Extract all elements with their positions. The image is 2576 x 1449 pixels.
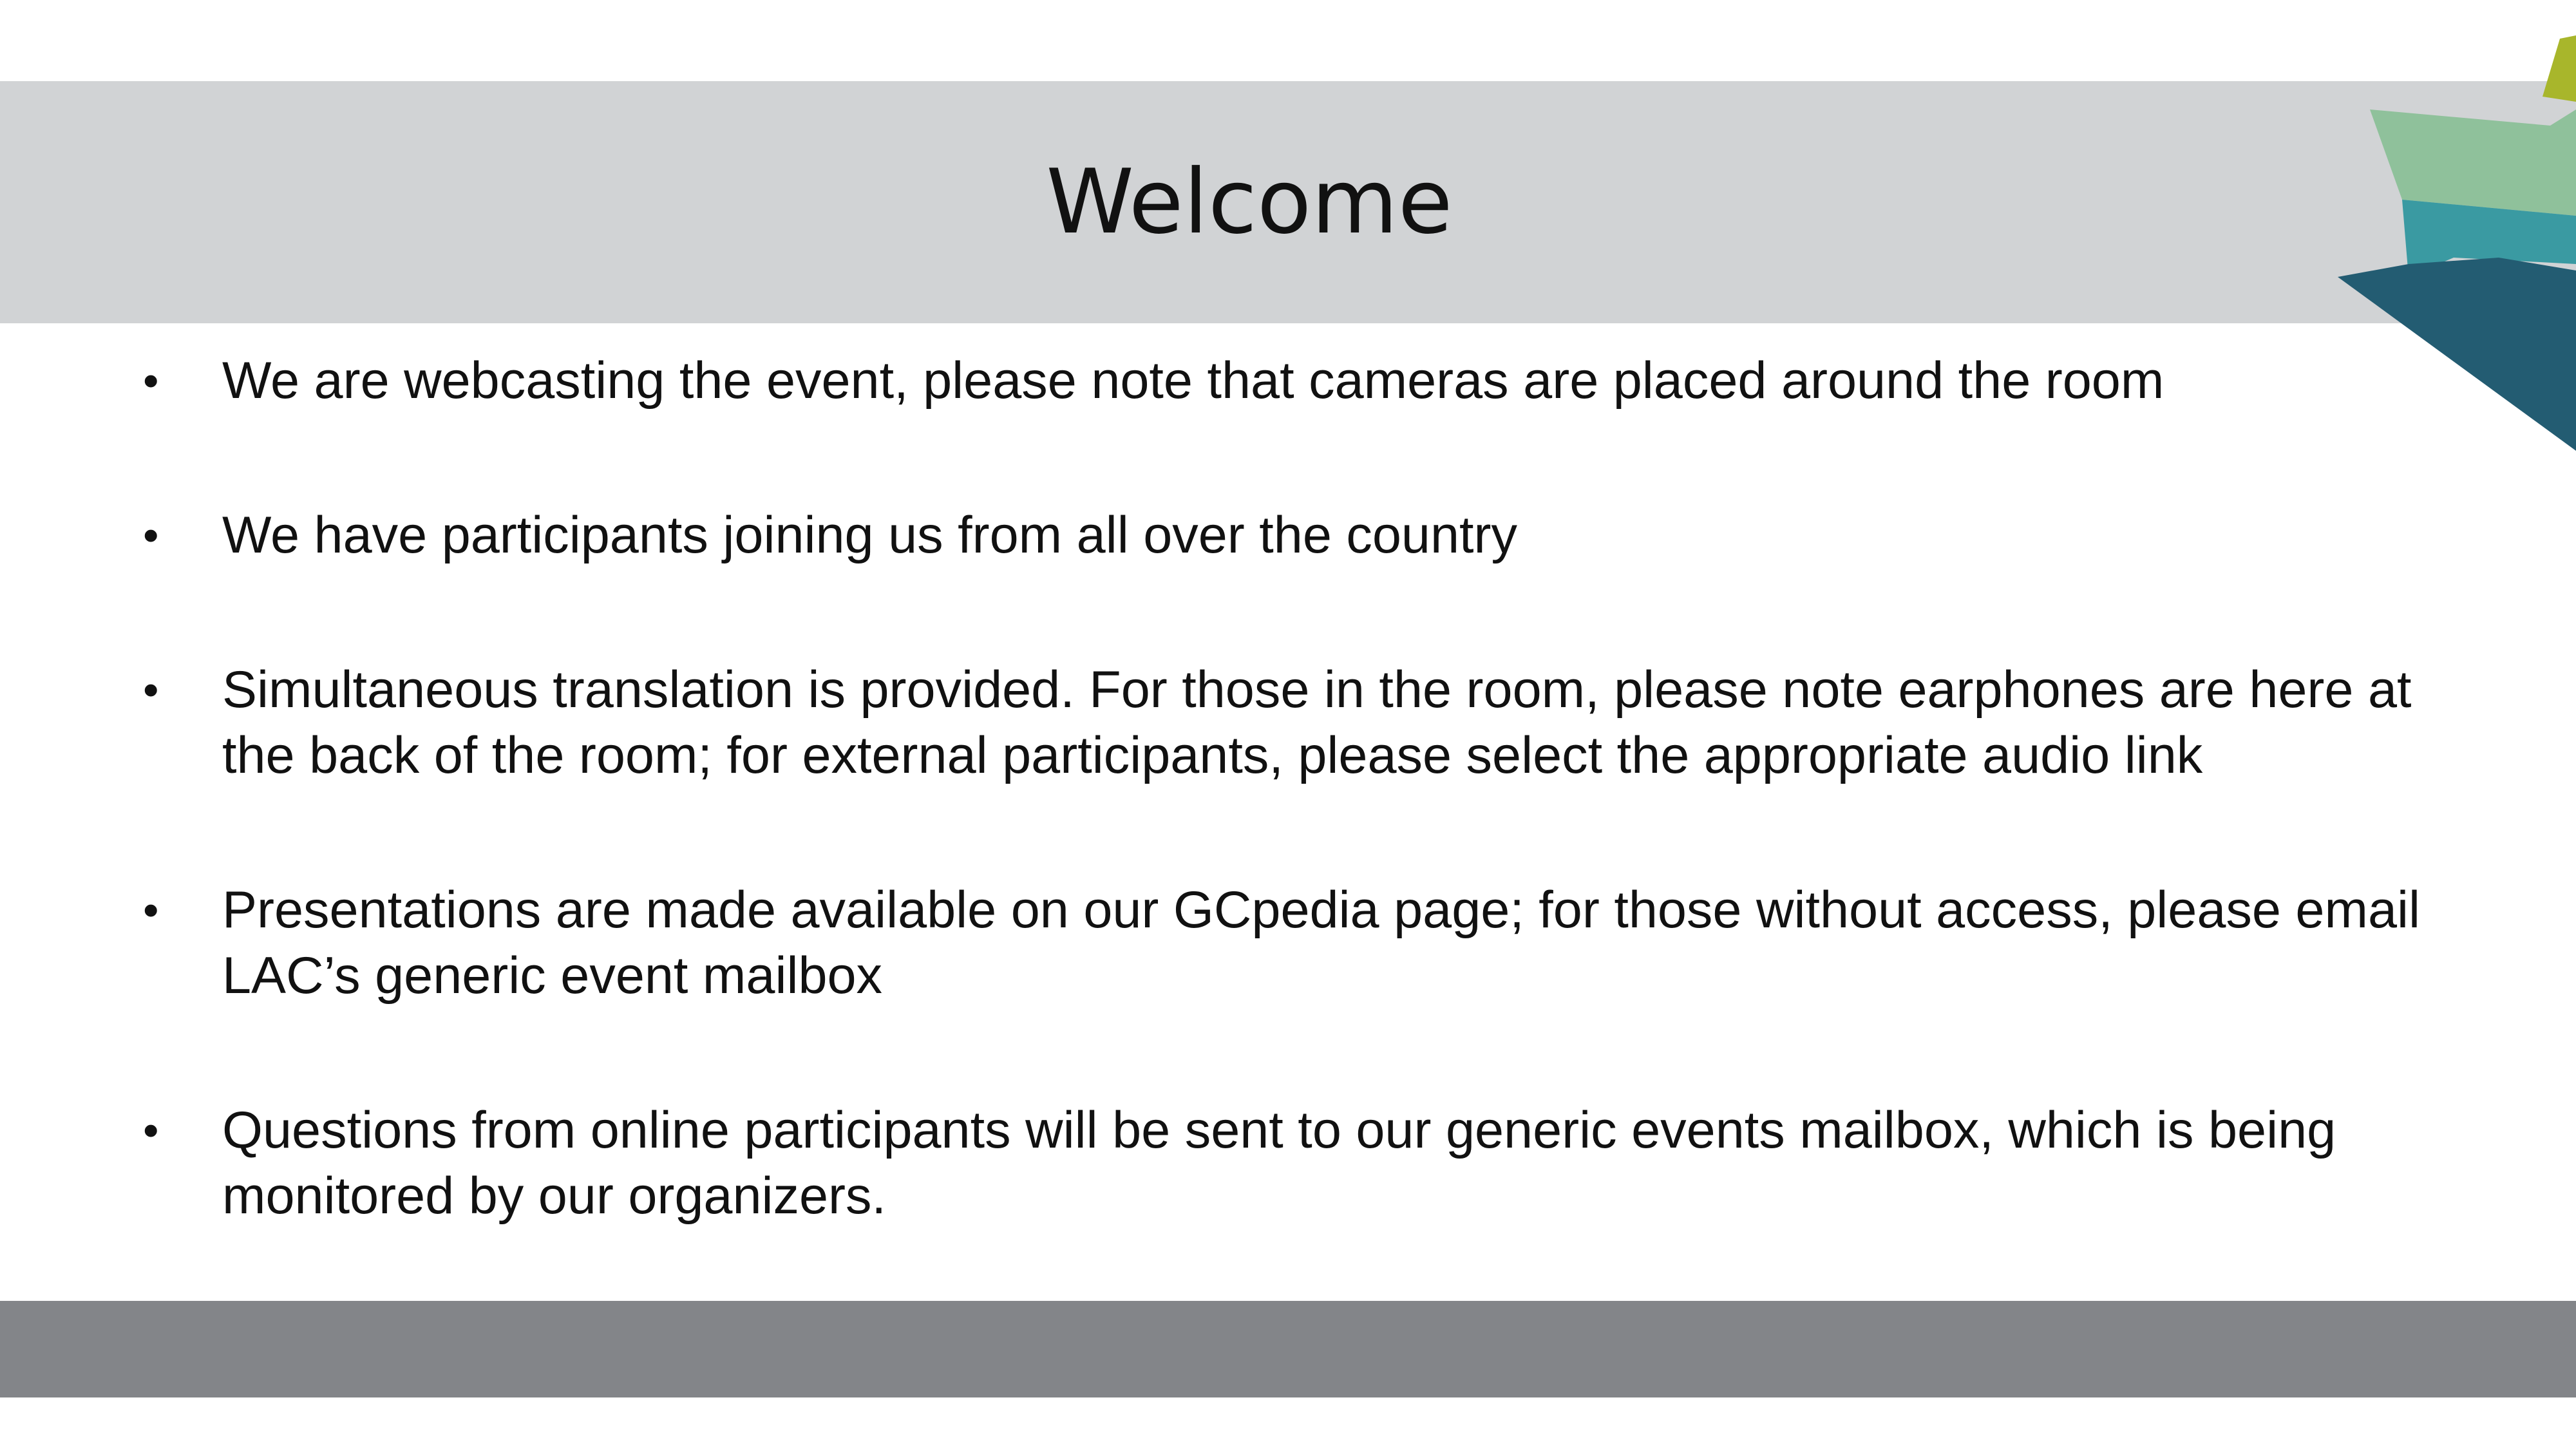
- bullet-item: [142, 502, 2447, 568]
- footer-band: [0, 1301, 2576, 1397]
- bullet-marker: •: [143, 885, 159, 935]
- bullet-text: We are webcasting the event, please note that cameras are placed around the room: [222, 352, 2164, 410]
- bullet-marker: •: [143, 665, 159, 715]
- bullet-item: [142, 348, 2447, 413]
- bullet-text: Presentations are made available on our GCpedia page; for those without access, please email LAC’s generic event mailbox: [222, 881, 2420, 1005]
- bullet-list: [142, 348, 2447, 1318]
- bullet-item: [142, 877, 2447, 1009]
- bullet-text: We have participants joining us from all over the country: [222, 506, 1517, 564]
- bullet-item: [142, 657, 2447, 788]
- bullet-marker: •: [143, 1105, 159, 1155]
- bullet-text: Questions from online participants will be sent to our generic events mailbox, which is being monitored by our organizers.: [222, 1101, 2336, 1225]
- bullet-text: Simultaneous translation is provided. For those in the room, please note earphones are here at the back of the room; for external participants, please select the appropriate audio link: [222, 661, 2412, 784]
- bullet-marker: •: [143, 510, 159, 560]
- slide-title: Welcome: [1046, 150, 1453, 254]
- bullet-marker: •: [143, 355, 159, 406]
- bullet-item: [142, 1097, 2447, 1229]
